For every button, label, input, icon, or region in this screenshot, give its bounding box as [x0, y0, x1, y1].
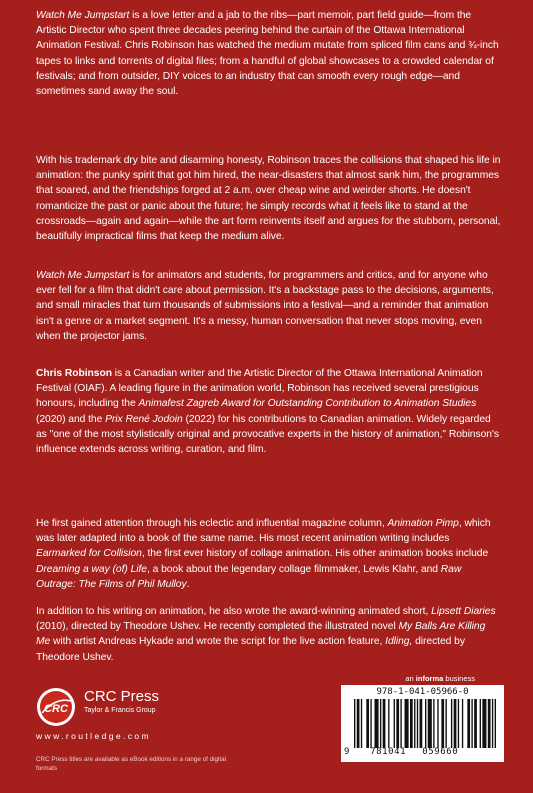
bio-text: (2022) for his contributions to Canadian animation. Widely regarded as "one of the most stylistically original and provocative experts in the history of animation," Robinson's influence extends across writing, curation, and film.	[36, 413, 499, 456]
barcode-bar	[357, 699, 360, 748]
bio-text: (2010), directed by Theodore Ushev. He recently completed the illustrated novel	[36, 621, 399, 633]
publisher-name: CRC Press	[84, 688, 160, 705]
barcode-bar	[454, 699, 457, 748]
blurb-text: is for animators and students, for programmers and critics, and for anyone who ever fell for a film that didn't care about permission. It's a backstage pass to the decisions, arguments, and small miracles that turn thousands of submissions into a festival—and a reminder that animation isn't a genre or a market segment. It's a messy, human conversation that never stops moving, even when the projector jams.	[36, 270, 494, 342]
publisher-group: Taylor & Francis Group	[84, 707, 156, 714]
blurb-paragraph-1	[36, 8, 502, 99]
bio-text: directed by Theodore Ushev.	[36, 636, 465, 663]
informa-prefix: an	[405, 674, 416, 683]
barcode-bar	[433, 699, 434, 748]
blurb-text: With his trademark dry bite and disarming honesty, Robinson traces the collisions that shaped his life in animation: the punky spirit that got him hired, the near-disasters that almost sank him, the programmes that soared, and the friendships forged at 2 a.m. over cheap wine and weirder shorts. He doesn't romanticize the past or panic about the future; he simply records what it feels like to stand at the crossroads—again and again—while the art form reinvents itself and argues for the stubborn, personal, beautifully impractical films that keep the medium alive.	[36, 155, 501, 243]
barcode-bar	[458, 699, 459, 748]
barcode-bar	[354, 699, 355, 748]
publisher-block	[36, 687, 196, 747]
barcode-bar	[380, 699, 381, 748]
bio-text: He first gained attention through his eclectic and influential magazine column,	[36, 518, 388, 529]
barcode-bar	[410, 699, 413, 748]
novel-title: My Balls Are Killing Me	[36, 621, 486, 648]
bio-text: , which was later adapted into a book of the same name. His most recent animation writing includes	[36, 518, 491, 545]
ean-first-digit: 9	[344, 747, 351, 757]
author-bio-paragraph-2	[36, 516, 502, 592]
ean-right-group: 059660	[422, 747, 459, 757]
isbn-number: 978-1-041-05966-0	[376, 687, 469, 697]
blurb-paragraph-2	[36, 153, 502, 244]
film-title: Lipsett Diaries	[431, 606, 496, 617]
book-title: Dreaming a way (of) Life	[36, 563, 147, 575]
barcode-bar	[388, 699, 389, 748]
ean-digits	[344, 747, 502, 758]
blurb-paragraph-3	[36, 268, 502, 344]
ean-left-group: 781041	[370, 747, 407, 757]
barcode-bars	[354, 699, 496, 748]
bio-text: .	[186, 578, 190, 590]
barcode-bar	[396, 699, 399, 748]
barcode-bar	[405, 699, 409, 748]
barcode-bar	[383, 699, 386, 748]
blurb-text: is a love letter and a jab to the ribs—part memoir, part field guide—from the Artistic Director who spent three decades peering behind the curtain of the Ottawa International Animation Festival. Chris Robinson has watched the medium mutate from spliced film cans and ¾-inch tapes to links and torrents of digital files; from a handful of global showcases to a crowded calendar of festivals; and from outsider, DIY voices to an industry that can smooth every rough edge—and sometimes sand away the soul.	[36, 10, 499, 98]
isbn-barcode	[341, 685, 504, 762]
barcode-bar	[462, 699, 463, 748]
film-title: Idling,	[385, 636, 413, 648]
publisher-url[interactable]: www.routledge.com	[36, 731, 151, 741]
barcode-bar	[414, 699, 415, 748]
book-title: Earmarked for Collision	[36, 548, 142, 560]
barcode-bar	[495, 699, 496, 748]
bio-text: (2020) and the	[36, 413, 106, 425]
barcode-bar	[400, 699, 401, 748]
barcode-bar	[451, 699, 452, 748]
barcode-bar	[428, 699, 432, 748]
barcode-bar	[394, 699, 395, 748]
barcode-bar	[425, 699, 426, 748]
bio-text: , the first ever history of collage animation. His other animation books include	[141, 548, 489, 560]
barcode-bar	[474, 699, 477, 748]
barcode-bar	[366, 699, 369, 748]
award-title: Prix René Jodoin	[105, 413, 183, 425]
column-title: Animation Pimp	[387, 518, 459, 529]
barcode-bar	[437, 699, 438, 748]
barcode-bar	[471, 699, 472, 748]
bio-text: , a book about the legendary collage filmmaker, Lewis Klahr, and	[146, 563, 441, 575]
barcode-bar	[445, 699, 446, 748]
barcode-bar	[420, 699, 423, 748]
barcode-bar	[441, 699, 444, 748]
barcode-bar	[370, 699, 371, 748]
bio-text: In addition to his writing on animation, he also wrote the award-winning animated short,	[36, 606, 432, 617]
barcode-bar	[374, 699, 378, 748]
book-title: Raw Outrage: The Films of Phil Mulloy	[36, 563, 462, 590]
author-bio-paragraph-1	[36, 366, 502, 457]
bio-text: with artist Andreas Hykade and wrote the script for the live action feature,	[50, 636, 386, 648]
crc-logo-icon	[36, 687, 76, 727]
informa-business-label	[405, 674, 475, 684]
crc-logo-text: CRC	[44, 703, 68, 715]
barcode-bar	[467, 699, 470, 748]
barcode-bar	[417, 699, 418, 748]
barcode-bar	[361, 699, 362, 748]
book-title: Watch Me Jumpstart	[36, 10, 130, 21]
author-bio-paragraph-3	[36, 604, 502, 665]
ebook-note: CRC Press titles are available as eBook editions in a range of digital formats	[36, 756, 227, 772]
bio-text: is a Canadian writer and the Artistic Director of the Ottawa International Animation Festival (OIAF). A leading figure in the animation world, Robinson has received several prestigious honours, including the	[36, 368, 483, 410]
barcode-bar	[482, 699, 486, 748]
author-name: Chris Robinson	[36, 368, 112, 379]
informa-brand: informa	[415, 674, 444, 683]
book-title: Watch Me Jumpstart	[36, 270, 130, 281]
informa-suffix: business	[443, 674, 475, 683]
barcode-bar	[492, 699, 493, 748]
barcode-bar	[480, 699, 481, 748]
award-title: Animafest Zagreb Award for Outstanding Contribution to Animation Studies	[138, 398, 477, 410]
barcode-bar	[488, 699, 491, 748]
